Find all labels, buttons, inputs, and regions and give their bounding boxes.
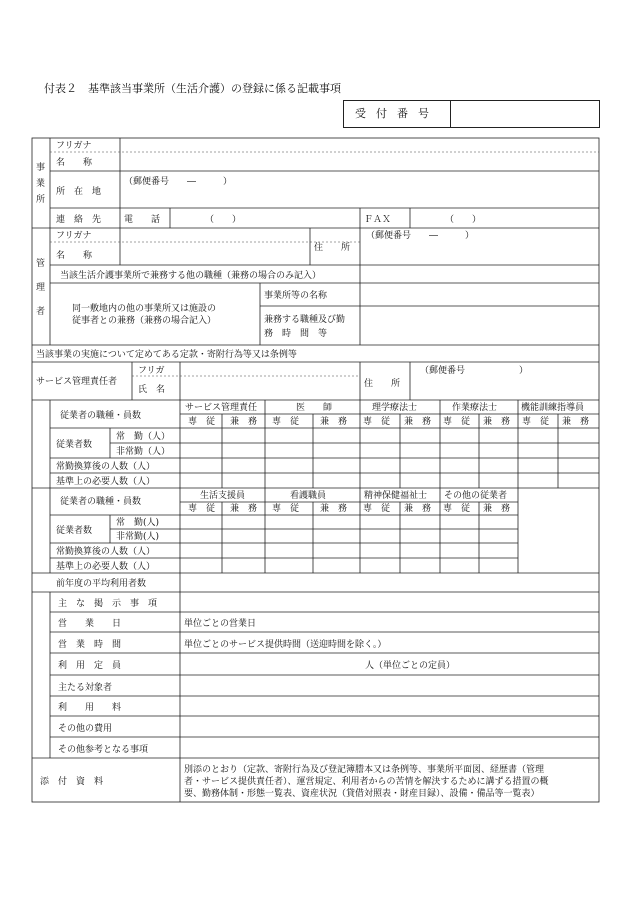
manager-facility-name: 事業所等の名称	[264, 291, 328, 301]
prev-year-users: 前年度の平均利用者数	[56, 579, 147, 589]
staff2-sub: 兼 務	[320, 504, 348, 514]
staff2-job-1: 生活支援員	[200, 491, 246, 501]
item-label-4: 利 用 定 員	[58, 661, 122, 671]
office-furigana-label: フリガナ	[56, 141, 92, 151]
staff1-sub: 兼 務	[230, 417, 258, 427]
staff2-job-2: 看護職員	[290, 491, 327, 501]
manager-label-2: 理	[36, 283, 46, 293]
staff1-parttime: 非常勤（人）	[116, 447, 171, 457]
office-phone-label: 電 話	[124, 215, 161, 225]
service-manager-furigana: フリガ	[138, 366, 165, 376]
staff2-sub: 専 従	[363, 504, 391, 514]
attachments-line-1: 別添のとおり（定款、寄附行為及び登記簿謄本又は条例等、事業所平面図、経歴書（管理	[184, 765, 545, 775]
staff1-sub: 専 従	[272, 417, 300, 427]
item-label-7: その他の費用	[58, 724, 113, 734]
manager-label-1: 管	[36, 259, 46, 269]
staff2-sub: 専 従	[188, 504, 216, 514]
manager-name-label: 名 称	[56, 251, 93, 261]
item-label-3: 営 業 時 間	[58, 640, 122, 650]
item-label-5: 主たる対象者	[58, 683, 113, 693]
staff2-header: 従業者の職種・員数	[60, 497, 142, 507]
articles-label: 当該事業の実施について定めてある定款・寄附行為等又は条例等	[36, 350, 297, 360]
staff1-fulltime: 常 勤（人）	[116, 432, 171, 442]
office-label-2: 業	[36, 179, 46, 189]
office-fax-paren: （ ）	[445, 215, 482, 225]
service-manager-postal: （郵便番号 ）	[420, 366, 529, 376]
service-manager-name: 氏 名	[138, 385, 166, 395]
office-contact-label: 連 絡 先	[56, 215, 102, 225]
staff1-sub: 兼 務	[483, 417, 511, 427]
office-name-label: 名 称	[56, 158, 93, 168]
staff1-sub: 専 従	[188, 417, 216, 427]
staff2-sub: 専 従	[443, 504, 471, 514]
item-label-8: その他参考となる事項	[58, 745, 149, 755]
staff1-sub: 専 従	[443, 417, 471, 427]
staff2-required: 基準上の必要人数（人）	[56, 562, 156, 572]
item-label-6: 利 用 料	[58, 703, 122, 713]
service-manager-label: サービス管理責任者	[36, 377, 118, 387]
staff1-converted: 常勤換算後の人数（人）	[56, 462, 156, 472]
item-value-4: 人（単位ごとの定員）	[365, 661, 456, 671]
staff1-sub: 専 従	[522, 417, 550, 427]
staff1-job-1: サービス管理責任	[185, 403, 258, 413]
attachments-line-3: 要、勤務体制・形態一覧表、資産状況（貸借対照表・財産目録）、設備・備品等一覧表）	[184, 789, 540, 799]
staff1-job-2: 医 師	[296, 403, 333, 413]
manager-furigana-label: フリガナ	[56, 231, 92, 241]
staff2-sub: 兼 務	[404, 504, 432, 514]
staff2-parttime: 非常勤(人)	[116, 532, 160, 542]
staff1-header: 従業者の職種・員数	[60, 411, 142, 421]
manager-address-label: 住 所	[314, 243, 351, 253]
staff2-count-label: 従業者数	[56, 526, 93, 536]
staff2-job-4: その他の従業者	[444, 491, 508, 501]
staff1-sub: 専 従	[363, 417, 391, 427]
staff2-sub: 兼 務	[483, 504, 511, 514]
manager-postal: （郵便番号 ― ）	[366, 231, 475, 241]
manager-same-site-2: 従事者との兼務（兼務の場合記入）	[72, 316, 217, 326]
staff1-sub: 兼 務	[562, 417, 590, 427]
item-label-2: 営 業 日	[58, 619, 122, 629]
service-manager-address: 住 所	[364, 379, 401, 389]
office-location-label: 所 在 地	[56, 187, 102, 197]
manager-duty-1: 兼務する職種及び勤	[264, 315, 346, 325]
staff2-fulltime: 常 勤(人)	[116, 518, 160, 528]
office-phone-paren: （ ）	[205, 215, 242, 225]
office-label-1: 事	[36, 163, 46, 173]
staff1-job-4: 作業療法士	[452, 403, 498, 413]
staff1-required: 基準上の必要人数（人）	[56, 477, 156, 487]
attachments-line-2: 者・サービス提供責任者）、運営規定、利用者からの苦情を解決するために講ずる措置の概	[184, 777, 549, 787]
manager-label-3: 者	[36, 307, 46, 317]
item-value-3: 単位ごとのサービス提供時間（送迎時間を除く。）	[184, 640, 387, 650]
staff2-job-3: 精神保健福祉士	[364, 491, 428, 501]
manager-concurrent-other: 当該生活介護事業所で兼務する他の職種（兼務の場合のみ記入）	[60, 271, 322, 281]
staff2-converted: 常勤換算後の人数（人）	[56, 547, 156, 557]
office-fax-label: ＦＡＸ	[364, 215, 392, 225]
attachments-label: 添 付 資 料	[40, 777, 104, 787]
item-label-1: 主 な 掲 示 事 項	[58, 599, 158, 609]
manager-same-site-1: 同一敷地内の他の事業所又は施設の	[72, 304, 217, 314]
form-title: 付表２ 基準該当事業所（生活介護）の登録に係る記載事項	[44, 82, 341, 95]
reception-number-label: 受付番号	[344, 101, 451, 127]
staff1-job-3: 理学療法士	[372, 403, 418, 413]
staff2-sub: 専 従	[272, 504, 300, 514]
staff1-sub: 兼 務	[404, 417, 432, 427]
staff1-job-5: 機能訓練指導員	[521, 403, 585, 413]
staff1-sub: 兼 務	[320, 417, 348, 427]
manager-duty-2: 務 時 間 等	[264, 329, 328, 339]
office-postal: （郵便番号 ― ）	[124, 177, 233, 187]
staff1-count-label: 従業者数	[56, 440, 93, 450]
staff2-sub: 兼 務	[230, 504, 258, 514]
office-label-3: 所	[36, 195, 46, 205]
item-value-2: 単位ごとの営業日	[184, 619, 257, 629]
